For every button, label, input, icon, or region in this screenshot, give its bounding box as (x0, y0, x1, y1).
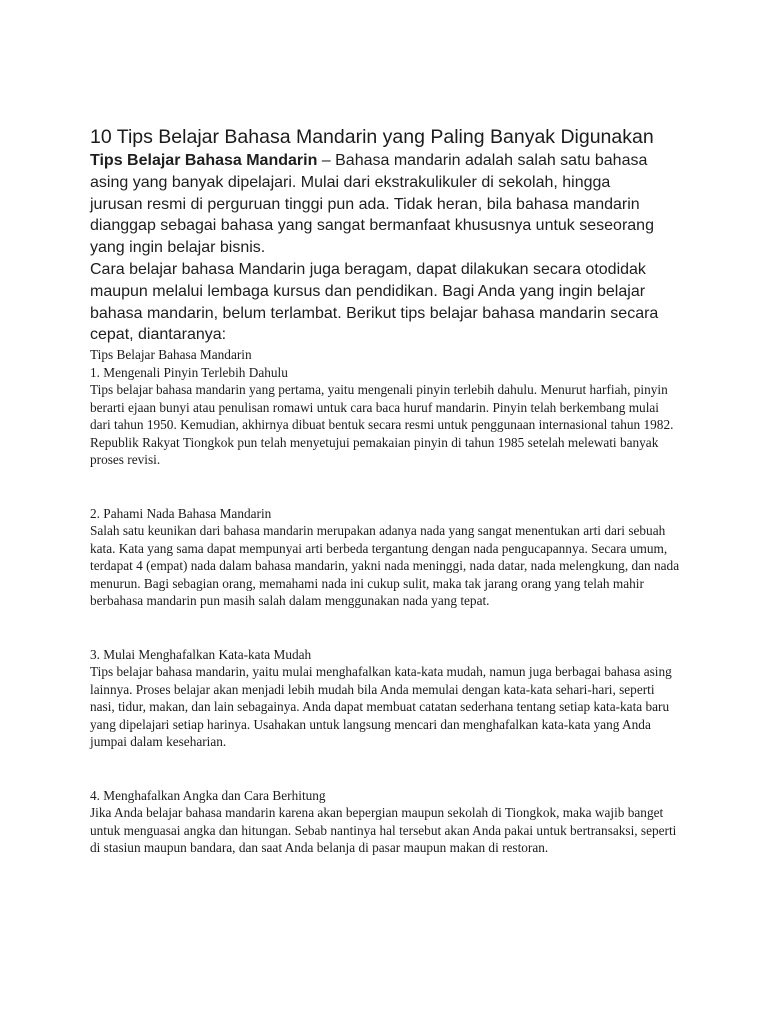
tip-body: Tips belajar bahasa mandarin, yaitu mulai menghafalkan kata-kata mudah, namun juga berbagai bahasa asing lainnya. Proses belajar akan menjadi lebih mudah bila Anda memulai dengan kata-kata sehari-hari, seperti nasi, tidur, makan, dan lain sebagainya. Anda dapat membuat catatan sederhana tentang setiap kata-kata baru yang dipelajari setiap harinya. Usahakan untuk langsung mencari dan menghafalkan kata-kata yang Anda jumpai dalam keseharian. (90, 664, 672, 750)
intro-paragraph-2: Cara belajar bahasa Mandarin juga beragam, dapat dilakukan secara otodidak maupun melalui lembaga kursus dan pendidikan. Bagi Anda yang ingin belajar bahasa mandarin, belum terlambat. Berikut tips belajar bahasa mandarin secara cepat, diantaranya: (90, 260, 659, 344)
tip-section (90, 646, 690, 751)
intro-paragraph (90, 150, 665, 259)
tip-heading: 3. Mulai Menghafalkan Kata-kata Mudah (90, 646, 312, 662)
intro-bold-lead: Tips Belajar Bahasa Mandarin (90, 152, 318, 169)
tips-list (90, 346, 690, 857)
tip-heading: 1. Mengenali Pinyin Terlebih Dahulu (90, 364, 288, 380)
tip-heading: 4. Menghafalkan Angka dan Cara Berhitung (90, 787, 326, 803)
tip-body: Salah satu keunikan dari bahasa mandarin merupakan adanya nada yang sangat menentukan arti dari sebuah kata. Kata yang sama dapat mempunyai arti berbeda tergantung dengan nada pengucapannya. Secara umum, terdapat 4 (empat) nada dalam bahasa mandarin, yakni nada meninggi, nada datar, nada melengkung, dan nada menurun. Bagi sebagian orang, memahami nada ini cukup sulit, maka tak jarang orang yang telah mahir berbahasa mandarin pun masih salah dalam menggunakan nada yang tepat. (90, 523, 680, 609)
tip-body: Tips belajar bahasa mandarin yang pertama, yaitu mengenali pinyin terlebih dahulu. Menurut harfiah, pinyin berarti ejaan bunyi atau penulisan romawi untuk cara baca huruf mandarin. Pinyin telah berkembang mulai dari tahun 1950. Kemudian, akhirnya dibuat bentuk secara resmi untuk penggunaan internasional tahun 1982. Republik Rakyat Tiongkok pun telah menyetujui pemakaian pinyin di tahun 1985 setelah melewati banyak proses revisi. (90, 382, 674, 468)
section-label: Tips Belajar Bahasa Mandarin (90, 347, 252, 363)
tip-section (90, 787, 690, 857)
tip-body: Jika Anda belajar bahasa mandarin karena akan bepergian maupun sekolah di Tiongkok, maka wajib banget untuk menguasai angka dan hitungan. Sebab nantinya hal tersebut akan Anda pakai untuk bertransaksi, seperti di stasiun maupun bandara, dan saat Anda belanja di pasar maupun makan di restoran. (90, 805, 677, 856)
tip-section (90, 364, 690, 469)
document-page (90, 124, 690, 857)
intro-text: – Bahasa mandarin adalah salah satu bahasa asing yang banyak dipelajari. Mulai dari ekstrakulikuler di sekolah, hingga jurusan resmi di perguruan tinggi pun ada. Tidak heran, bila bahasa mandarin dianggap sebagai bahasa yang sangat bermanfaat khususnya untuk seseorang yang ingin belajar bisnis. (90, 152, 654, 257)
tip-heading: 2. Pahami Nada Bahasa Mandarin (90, 505, 272, 521)
article-title: 10 Tips Belajar Bahasa Mandarin yang Paling Banyak Digunakan (90, 126, 654, 148)
tip-section (90, 505, 690, 610)
